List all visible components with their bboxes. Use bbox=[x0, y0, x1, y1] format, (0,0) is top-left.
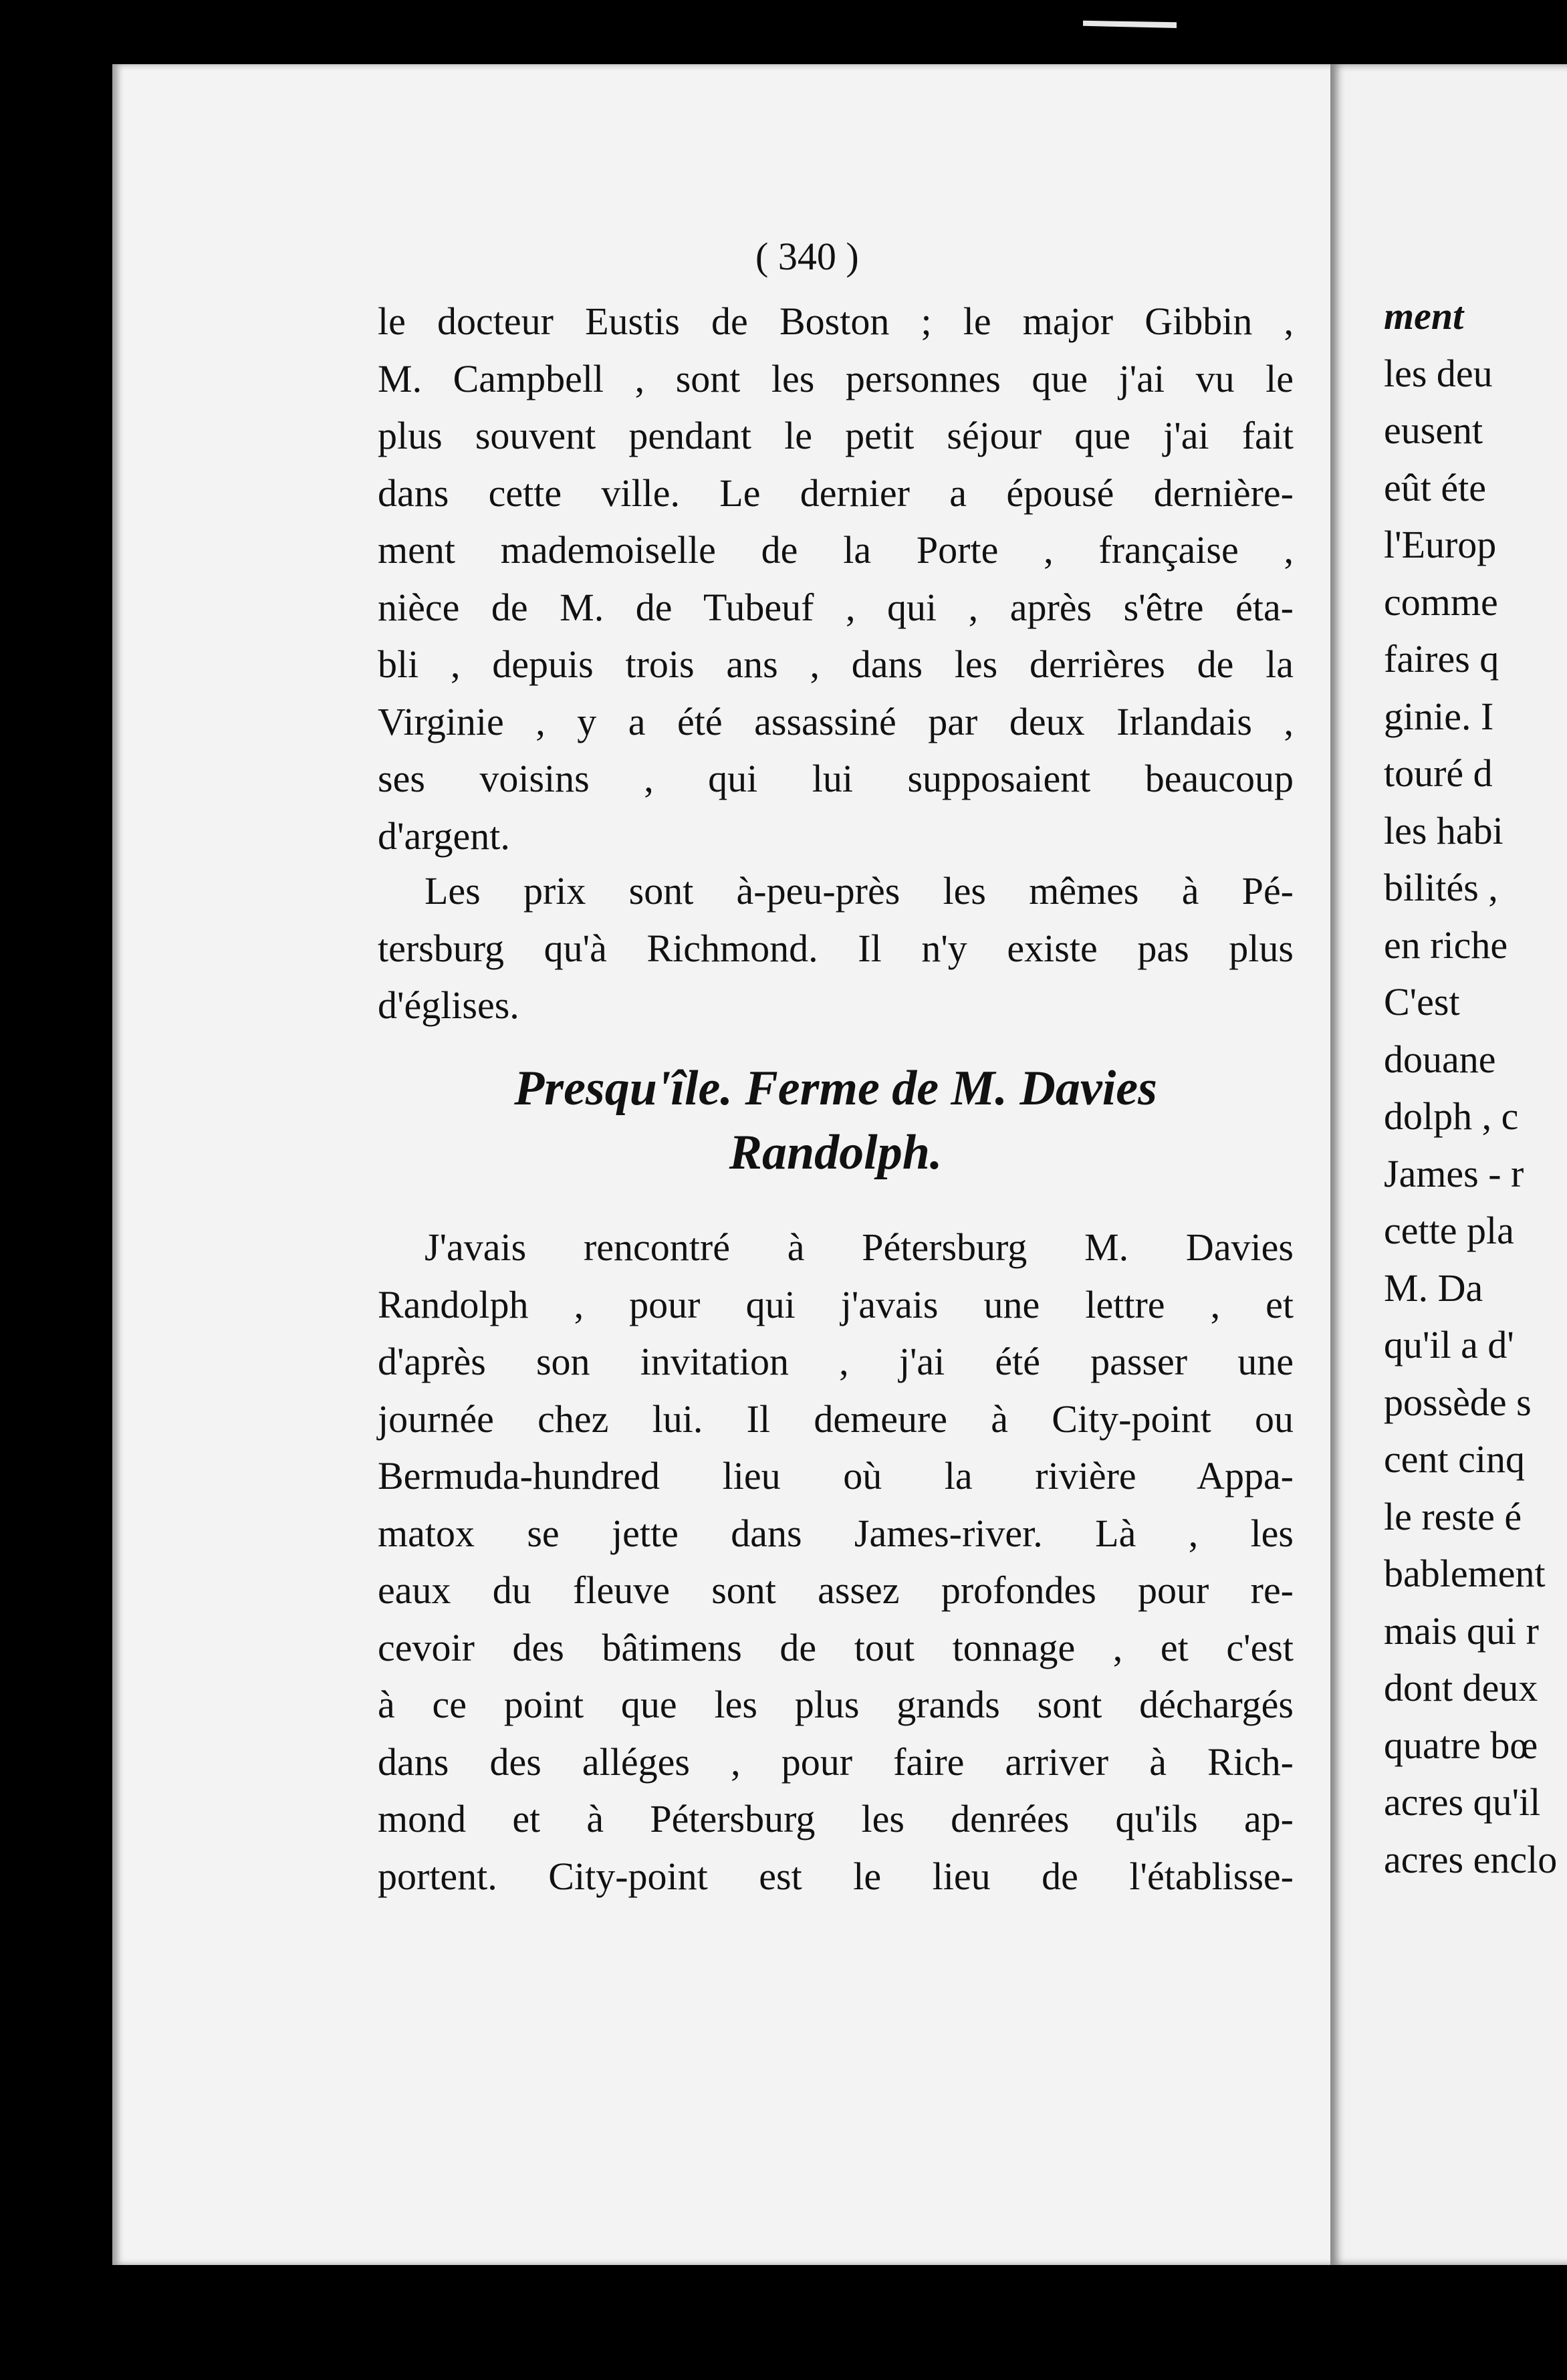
fragment-line: cette pla bbox=[1384, 1209, 1514, 1252]
text-line: cevoir des bâtimens de tout tonnage , et c'est bbox=[378, 1625, 1294, 1669]
text-line: mond et à Pétersburg les denrées qu'ils ap- bbox=[378, 1797, 1294, 1840]
fragment-line: en riche bbox=[1384, 923, 1508, 967]
scan-mark bbox=[1083, 17, 1177, 28]
text-line: ses voisins , qui lui supposaient beaucoup bbox=[378, 757, 1294, 800]
fragment-line: eusent bbox=[1384, 408, 1483, 452]
fragment-line: bilités , bbox=[1384, 866, 1498, 909]
fragment-line: quatre bœ bbox=[1384, 1723, 1538, 1767]
text-line: d'argent. bbox=[378, 814, 510, 858]
fragment-line: acres qu'il bbox=[1384, 1780, 1541, 1824]
fragment-line: possède s bbox=[1384, 1380, 1532, 1424]
fragment-line: James - r bbox=[1384, 1151, 1524, 1195]
text-line: Randolph , pour qui j'avais une lettre , et bbox=[378, 1282, 1294, 1326]
text-line: plus souvent pendant le petit séjour que j'ai fait bbox=[378, 414, 1294, 457]
fragment-line: le reste é bbox=[1384, 1494, 1522, 1538]
text-line: J'avais rencontré à Pétersburg M. Davies bbox=[425, 1225, 1294, 1269]
heading-line: Randolph. bbox=[729, 1125, 943, 1180]
text-line: portent. City-point est le lieu de l'établisse- bbox=[378, 1854, 1294, 1898]
text-line: bli , depuis trois ans , dans les derrières de la bbox=[378, 642, 1294, 686]
fragment-line: faires q bbox=[1384, 637, 1499, 681]
fragment-line: M. Da bbox=[1384, 1266, 1483, 1310]
fragment-line: dolph , c bbox=[1384, 1094, 1519, 1138]
text-line: d'après son invitation , j'ai été passer une bbox=[378, 1340, 1294, 1383]
fragment-line: acres enclo bbox=[1384, 1837, 1558, 1881]
fragment-line: C'est bbox=[1384, 980, 1460, 1024]
text-line: M. Campbell , sont les personnes que j'ai vu le bbox=[378, 356, 1294, 400]
text-line: tersburg qu'à Richmond. Il n'y existe pas plus bbox=[378, 926, 1294, 970]
fragment-line: douane bbox=[1384, 1037, 1496, 1081]
fragment-line: touré d bbox=[1384, 751, 1493, 795]
fragment-line: l'Europ bbox=[1384, 523, 1497, 566]
text-line: d'églises. bbox=[378, 983, 519, 1027]
fragment-line: les deu bbox=[1384, 351, 1493, 395]
fragment-line: comme bbox=[1384, 580, 1498, 624]
section-heading bbox=[378, 1056, 1294, 1185]
text-line: le docteur Eustis de Boston ; le major Gibbin , bbox=[378, 300, 1294, 343]
text-line: nièce de M. de Tubeuf , qui , après s'être éta- bbox=[378, 585, 1294, 629]
fragment-line: ginie. I bbox=[1384, 694, 1494, 738]
fragment-line: mais qui r bbox=[1384, 1609, 1539, 1653]
text-line: dans cette ville. Le dernier a épousé dernière- bbox=[378, 471, 1294, 515]
text-line: ment mademoiselle de la Porte , française , bbox=[378, 528, 1294, 572]
text-line: Virginie , y a été assassiné par deux Irlandais , bbox=[378, 699, 1294, 743]
text-line: Les prix sont à-peu-près les mêmes à Pé- bbox=[425, 869, 1294, 913]
fragment-line: qu'il a d' bbox=[1384, 1323, 1514, 1366]
fragment-line: les habi bbox=[1384, 808, 1503, 852]
paragraph-2 bbox=[378, 862, 1294, 1034]
paragraph-1 bbox=[378, 293, 1294, 864]
text-line: Bermuda-hundred lieu où la rivière Appa- bbox=[378, 1454, 1294, 1498]
fragment-line: eût éte bbox=[1384, 465, 1486, 509]
fragment-line: dont deux bbox=[1384, 1666, 1538, 1709]
right-page-text bbox=[1384, 287, 1567, 1888]
text-line: matox se jette dans James-river. Là , les bbox=[378, 1511, 1294, 1555]
fragment-line: cent cinq bbox=[1384, 1437, 1525, 1481]
paragraph-3 bbox=[378, 1219, 1294, 1905]
page-number: ( 340 ) bbox=[755, 235, 859, 278]
text-line: à ce point que les plus grands sont déchargés bbox=[378, 1683, 1294, 1726]
text-line: dans des alléges , pour faire arriver à Rich- bbox=[378, 1740, 1294, 1784]
text-line: eaux du fleuve sont assez profondes pour re- bbox=[378, 1568, 1294, 1612]
text-line: journée chez lui. Il demeure à City-point ou bbox=[378, 1397, 1294, 1441]
fragment-line: bablement bbox=[1384, 1552, 1546, 1595]
fragment-line: ment bbox=[1384, 294, 1464, 338]
heading-line: Presqu'île. Ferme de M. Davies bbox=[514, 1061, 1157, 1116]
